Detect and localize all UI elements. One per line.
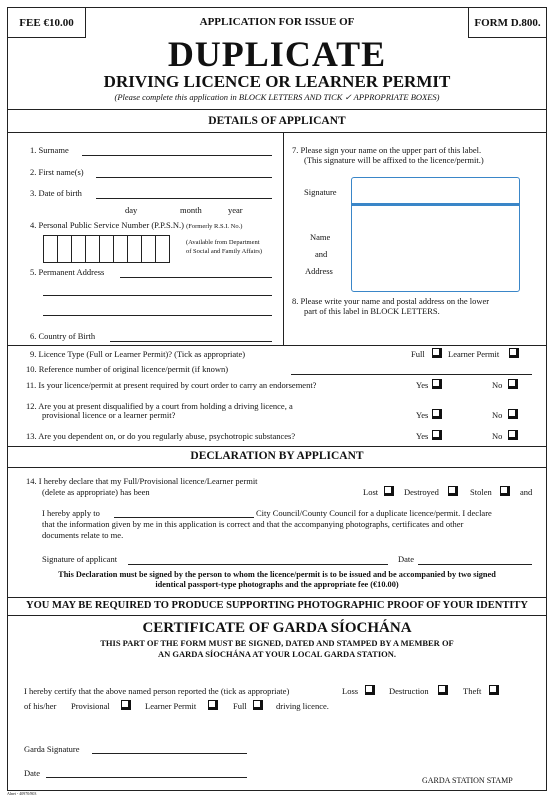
ppsn-box[interactable] bbox=[155, 235, 170, 263]
divider bbox=[8, 345, 546, 346]
divider bbox=[8, 109, 546, 110]
garda-signature-field[interactable] bbox=[92, 753, 247, 754]
q11-yes-label: Yes bbox=[416, 380, 429, 390]
q13-no-checkbox[interactable] bbox=[508, 430, 518, 440]
learner-permit-label: Learner Permit bbox=[145, 701, 197, 711]
sign-instruction-2: (This signature will be affixed to the licence/permit.) bbox=[304, 155, 484, 165]
ppsn-box[interactable] bbox=[99, 235, 114, 263]
full-checkbox[interactable] bbox=[253, 700, 263, 710]
garda-signature-label: Garda Signature bbox=[24, 744, 80, 754]
fee-box: FEE €10.00 bbox=[8, 8, 86, 38]
destruction-checkbox[interactable] bbox=[438, 685, 448, 695]
garda-instruction-2: AN GARDA SÍOCHÁNA AT YOUR LOCAL GARDA STATION. bbox=[157, 649, 397, 659]
instructions: (Please complete this application in BLOCK LETTERS AND TICK ✓ APPROPRIATE BOXES) bbox=[114, 92, 440, 102]
destroyed-checkbox[interactable] bbox=[448, 486, 458, 496]
garda-date-field[interactable] bbox=[46, 777, 247, 778]
q9-learner-checkbox[interactable] bbox=[509, 348, 519, 358]
q11-yes-checkbox[interactable] bbox=[432, 379, 442, 389]
q14-label-1: 14. I hereby declare that my Full/Provisional licence/Learner permit bbox=[26, 476, 258, 486]
proof-notice: YOU MAY BE REQUIRED TO PRODUCE SUPPORTING PHOTOGRAPHIC PROOF OF YOUR IDENTITY bbox=[25, 600, 529, 611]
address-label-right: Address bbox=[305, 266, 333, 276]
apply-text-1b: City Council/County Council for a duplicate licence/permit. I declare bbox=[256, 508, 492, 518]
write-instruction-2: part of this label in BLOCK LETTERS. bbox=[304, 306, 440, 316]
applicant-signature-field[interactable] bbox=[128, 564, 388, 565]
theft-checkbox[interactable] bbox=[489, 685, 499, 695]
sign-instruction-1: 7. Please sign your name on the upper part of this label. bbox=[292, 145, 482, 155]
q13-yes-label: Yes bbox=[416, 431, 429, 441]
address-label: 5. Permanent Address bbox=[30, 267, 105, 277]
dob-year-label: year bbox=[228, 205, 243, 215]
q11-label: 11. Is your licence/permit at present required by court order to carry an endorsement? bbox=[26, 380, 317, 390]
provisional-label: Provisional bbox=[71, 701, 110, 711]
details-heading: DETAILS OF APPLICANT bbox=[208, 115, 346, 127]
application-for-label: APPLICATION FOR ISSUE OF bbox=[199, 16, 355, 28]
q13-no-label: No bbox=[492, 431, 503, 441]
garda-date-label: Date bbox=[24, 768, 41, 778]
application-form bbox=[7, 7, 547, 791]
stolen-label: Stolen bbox=[470, 487, 492, 497]
applicant-signature-label: Signature of applicant bbox=[42, 554, 118, 564]
declaration-notice-2: identical passport-type photographs and the appropriate fee (€10.00) bbox=[155, 580, 399, 589]
ppsn-box[interactable] bbox=[43, 235, 58, 263]
country-label: 6. Country of Birth bbox=[30, 331, 96, 341]
ppsn-note: (Formerly R.S.I. No.) bbox=[186, 223, 243, 230]
q9-full-label: Full bbox=[411, 349, 425, 359]
q10-field[interactable] bbox=[291, 374, 532, 375]
dob-day-label: day bbox=[125, 205, 138, 215]
surname-field[interactable] bbox=[82, 155, 272, 156]
q13-yes-checkbox[interactable] bbox=[432, 430, 442, 440]
and-connector: and bbox=[520, 487, 533, 497]
ppsn-box[interactable] bbox=[141, 235, 156, 263]
q11-no-label: No bbox=[492, 380, 503, 390]
q12-yes-checkbox[interactable] bbox=[432, 409, 442, 419]
ppsn-box[interactable] bbox=[71, 235, 86, 263]
dob-field[interactable] bbox=[96, 198, 272, 199]
q12-label-2: provisional licence or a learner permit? bbox=[42, 410, 176, 420]
ppsn-label bbox=[30, 220, 242, 230]
garda-instruction-1: THIS PART OF THE FORM MUST BE SIGNED, DATED AND STAMPED BY A MEMBER OF bbox=[100, 638, 454, 648]
address-field-2[interactable] bbox=[43, 295, 272, 296]
dob-month-label: month bbox=[180, 205, 202, 215]
divider bbox=[8, 132, 546, 133]
applicant-date-field[interactable] bbox=[418, 564, 532, 565]
apply-text-2: that the information given by me in this application is correct and that the accompanying photographs, certificates and other bbox=[42, 519, 464, 529]
lost-label: Lost bbox=[363, 487, 379, 497]
country-field[interactable] bbox=[110, 341, 272, 342]
of-hisher-label: of his/her bbox=[24, 701, 57, 711]
provisional-checkbox[interactable] bbox=[121, 700, 131, 710]
page-title: DUPLICATE bbox=[167, 34, 387, 74]
driving-licence-label: driving licence. bbox=[276, 701, 329, 711]
ppsn-label-text: 4. Personal Public Service Number (P.P.S.N.) bbox=[30, 220, 184, 230]
q12-no-label: No bbox=[492, 410, 503, 420]
address-field-3[interactable] bbox=[43, 315, 272, 316]
lost-checkbox[interactable] bbox=[384, 486, 394, 496]
divider bbox=[8, 446, 546, 447]
declaration-notice-1: This Declaration must be signed by the person to whom the licence/permit is to be issued and be accompanied by two signed bbox=[58, 570, 496, 579]
ppsn-box[interactable] bbox=[127, 235, 142, 263]
learner-permit-checkbox[interactable] bbox=[208, 700, 218, 710]
divider bbox=[8, 467, 546, 468]
signature-label: Signature bbox=[304, 187, 337, 197]
name-label: Name bbox=[310, 232, 331, 242]
destroyed-label: Destroyed bbox=[404, 487, 439, 497]
q12-label-1: 12. Are you at present disqualified by a court from holding a driving licence, a bbox=[26, 401, 293, 411]
apply-text-3: documents relate to me. bbox=[42, 530, 124, 540]
q13-label: 13. Are you dependent on, or do you regularly abuse, psychotropic substances? bbox=[26, 431, 296, 441]
label-separator bbox=[352, 203, 519, 206]
ppsn-box[interactable] bbox=[113, 235, 128, 263]
council-field[interactable] bbox=[114, 517, 254, 518]
first-names-label: 2. First name(s) bbox=[30, 167, 84, 177]
ppsn-box[interactable] bbox=[85, 235, 100, 263]
column-divider bbox=[283, 132, 284, 345]
ppsn-box[interactable] bbox=[57, 235, 72, 263]
form-code-box: FORM D.800. bbox=[468, 8, 546, 38]
divider bbox=[8, 597, 546, 598]
write-instruction-1: 8. Please write your name and postal address on the lower bbox=[292, 296, 490, 306]
q14-label-2: (delete as appropriate) has been bbox=[42, 487, 150, 497]
divider bbox=[8, 615, 546, 616]
certify-text: I hereby certify that the above named person reported the (tick as appropriate) bbox=[24, 686, 290, 696]
q10-label: 10. Reference number of original licence/permit (if known) bbox=[26, 364, 229, 374]
applicant-date-label: Date bbox=[398, 554, 415, 564]
loss-checkbox[interactable] bbox=[365, 685, 375, 695]
q12-no-checkbox[interactable] bbox=[508, 409, 518, 419]
apply-text-1a: I hereby apply to bbox=[42, 508, 100, 518]
full-label: Full bbox=[233, 701, 247, 711]
ppsn-availability-1: (Available from Department bbox=[186, 239, 260, 246]
page-subtitle: DRIVING LICENCE OR LEARNER PERMIT bbox=[103, 72, 451, 91]
destruction-label: Destruction bbox=[389, 686, 429, 696]
footer-code: Alnet - 40970/803 bbox=[7, 791, 37, 796]
q12-yes-label: Yes bbox=[416, 410, 429, 420]
dob-label: 3. Date of birth bbox=[30, 188, 82, 198]
loss-label: Loss bbox=[342, 686, 359, 696]
surname-label: 1. Surname bbox=[30, 145, 69, 155]
q9-learner-label: Learner Permit bbox=[448, 349, 500, 359]
address-field-1[interactable] bbox=[120, 277, 272, 278]
stolen-checkbox[interactable] bbox=[500, 486, 510, 496]
q9-label: 9. Licence Type (Full or Learner Permit)? (Tick as appropriate) bbox=[30, 349, 246, 359]
first-names-field[interactable] bbox=[96, 177, 272, 178]
ppsn-availability-2: of Social and Family Affairs) bbox=[186, 248, 263, 255]
q9-full-checkbox[interactable] bbox=[432, 348, 442, 358]
garda-certificate-title: CERTIFICATE OF GARDA SÍOCHÁNA bbox=[142, 620, 412, 636]
garda-station-stamp-label: GARDA STATION STAMP bbox=[422, 776, 513, 785]
theft-label: Theft bbox=[463, 686, 482, 696]
signature-address-label[interactable] bbox=[351, 177, 520, 292]
q11-no-checkbox[interactable] bbox=[508, 379, 518, 389]
ppsn-boxes[interactable] bbox=[43, 235, 169, 263]
declaration-heading: DECLARATION BY APPLICANT bbox=[190, 450, 364, 462]
and-label: and bbox=[315, 249, 328, 259]
